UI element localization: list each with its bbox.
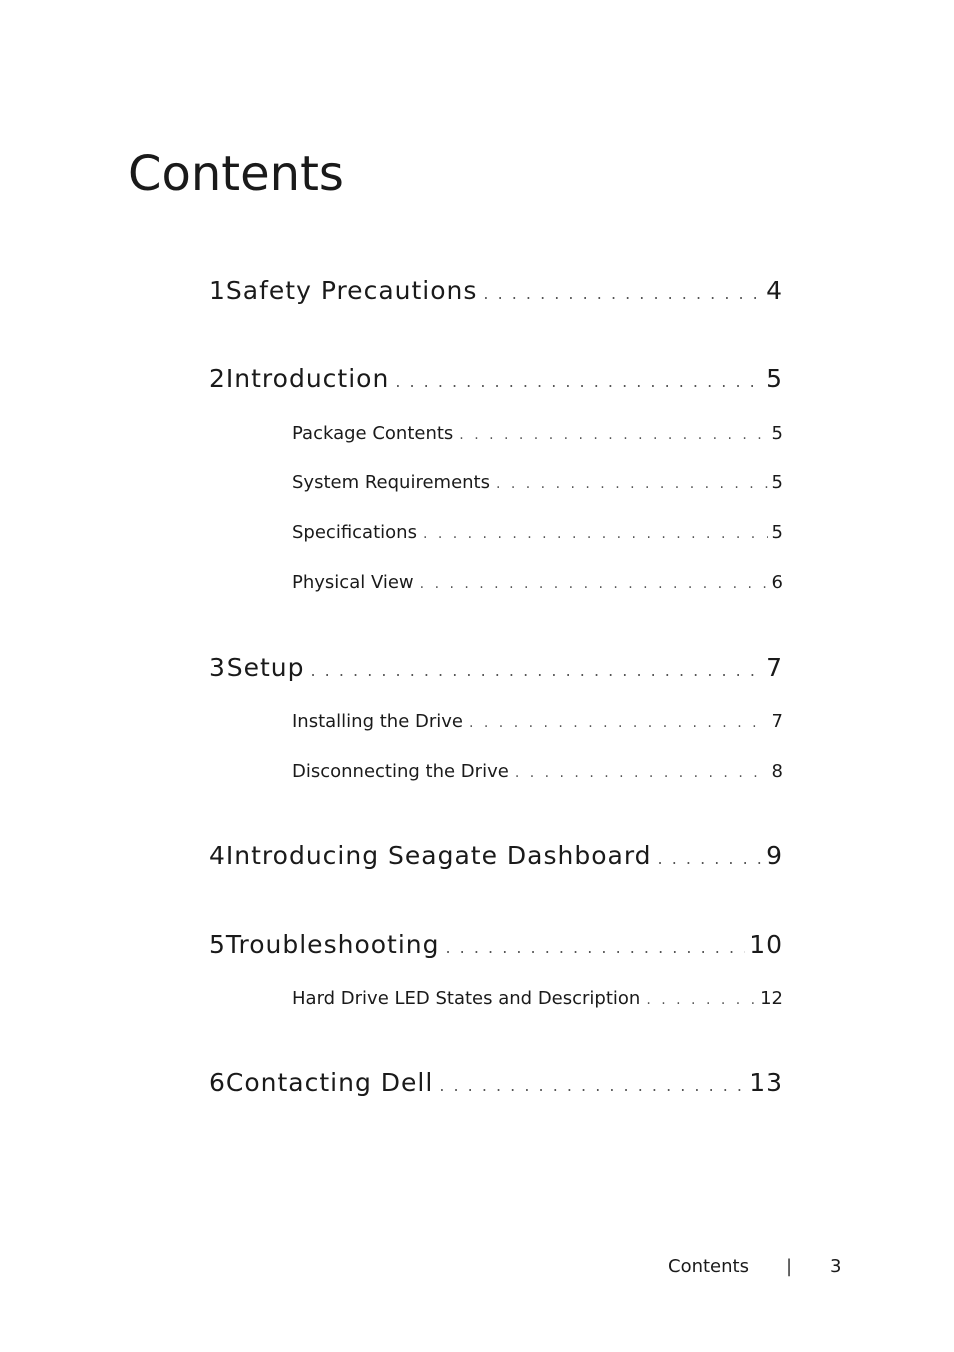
dot-leader xyxy=(496,476,768,492)
page-number: 4 xyxy=(766,276,783,305)
page-number: 9 xyxy=(766,841,783,870)
page-number: 5 xyxy=(771,472,783,493)
page-number: 5 xyxy=(766,364,783,393)
toc-entry-hard-drive-led-states[interactable] xyxy=(292,988,783,1009)
toc-entry-disconnecting-the-drive[interactable] xyxy=(292,761,783,782)
page-number: 8 xyxy=(771,761,783,782)
dot-leader xyxy=(423,526,768,542)
toc-entry-safety-precautions[interactable] xyxy=(209,276,783,305)
chapter-number: 2 xyxy=(209,364,226,393)
section-title: Physical View xyxy=(292,572,414,593)
dot-leader xyxy=(483,284,762,303)
footer-page-number: 3 xyxy=(830,1256,842,1277)
chapter-number: 5 xyxy=(209,930,226,959)
toc-entry-physical-view[interactable] xyxy=(292,572,783,593)
dot-leader xyxy=(439,1076,745,1095)
toc-entry-introduction[interactable] xyxy=(209,364,783,393)
footer-separator: | xyxy=(786,1256,793,1277)
chapter-number: 6 xyxy=(209,1068,226,1097)
toc-entry-package-contents[interactable] xyxy=(292,423,783,444)
dot-leader xyxy=(658,849,763,868)
dot-leader xyxy=(469,715,768,731)
page-number: 10 xyxy=(749,930,783,959)
page-footer xyxy=(668,1256,848,1277)
page-number: 7 xyxy=(766,653,783,682)
dot-leader xyxy=(515,765,768,781)
dot-leader xyxy=(459,427,767,443)
dot-leader xyxy=(646,992,756,1008)
toc-entry-setup[interactable] xyxy=(209,653,783,682)
dot-leader xyxy=(446,938,746,957)
chapter-number: 3 xyxy=(209,653,226,682)
toc-entry-introducing-seagate-dashboard[interactable] xyxy=(209,841,783,870)
toc-entry-specifications[interactable] xyxy=(292,522,783,543)
page-title: Contents xyxy=(128,146,344,202)
page-number: 5 xyxy=(771,522,783,543)
page-number: 6 xyxy=(771,572,783,593)
chapter-title: Contacting Dell xyxy=(225,1068,434,1097)
chapter-title: Introducing Seagate Dashboard xyxy=(225,841,652,870)
section-title: Disconnecting the Drive xyxy=(292,761,509,782)
toc-entry-installing-the-drive[interactable] xyxy=(292,711,783,732)
dot-leader xyxy=(395,372,762,391)
page-number: 12 xyxy=(760,988,783,1009)
section-title: Package Contents xyxy=(292,423,454,444)
page-number: 7 xyxy=(771,711,783,732)
section-title: Hard Drive LED States and Description xyxy=(292,988,641,1009)
footer-label: Contents xyxy=(668,1256,749,1277)
section-title: Specifications xyxy=(292,522,417,543)
chapter-title: Setup xyxy=(226,653,305,682)
dot-leader xyxy=(311,661,763,680)
toc-entry-troubleshooting[interactable] xyxy=(209,930,783,959)
chapter-number: 1 xyxy=(209,276,226,305)
chapter-title: Safety Precautions xyxy=(225,276,478,305)
section-title: System Requirements xyxy=(292,472,490,493)
toc-entry-contacting-dell[interactable] xyxy=(209,1068,783,1097)
page-number: 5 xyxy=(771,423,783,444)
chapter-number: 4 xyxy=(209,841,226,870)
dot-leader xyxy=(420,576,768,592)
page-number: 13 xyxy=(749,1068,783,1097)
section-title: Installing the Drive xyxy=(292,711,463,732)
chapter-title: Troubleshooting xyxy=(225,930,440,959)
chapter-title: Introduction xyxy=(225,364,390,393)
toc-entry-system-requirements[interactable] xyxy=(292,472,783,493)
